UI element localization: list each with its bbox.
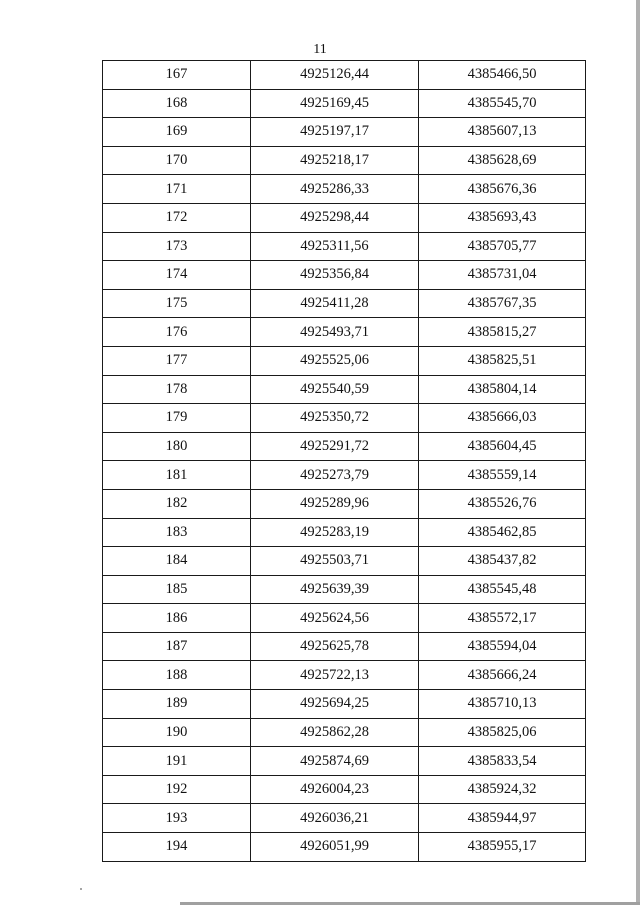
- point-number-cell: 179: [103, 404, 251, 433]
- y-coordinate-cell: 4385825,06: [419, 718, 586, 747]
- table-row: [103, 604, 586, 633]
- x-coordinate-cell: 4925356,84: [251, 261, 419, 290]
- table-row: [103, 432, 586, 461]
- point-number-cell: 176: [103, 318, 251, 347]
- point-number-cell: 178: [103, 375, 251, 404]
- table-row: [103, 61, 586, 90]
- x-coordinate-cell: 4925283,19: [251, 518, 419, 547]
- x-coordinate-cell: 4925291,72: [251, 432, 419, 461]
- point-number-cell: 172: [103, 203, 251, 232]
- x-coordinate-cell: 4925126,44: [251, 61, 419, 90]
- x-coordinate-cell: 4925639,39: [251, 575, 419, 604]
- table-row: [103, 289, 586, 318]
- y-coordinate-cell: 4385693,43: [419, 203, 586, 232]
- y-coordinate-cell: 4385833,54: [419, 747, 586, 776]
- x-coordinate-cell: 4925525,06: [251, 346, 419, 375]
- y-coordinate-cell: 4385604,45: [419, 432, 586, 461]
- point-number-cell: 171: [103, 175, 251, 204]
- table-row: [103, 804, 586, 833]
- table-row: [103, 489, 586, 518]
- y-coordinate-cell: 4385559,14: [419, 461, 586, 490]
- y-coordinate-cell: 4385437,82: [419, 547, 586, 576]
- x-coordinate-cell: 4925874,69: [251, 747, 419, 776]
- table-row: [103, 375, 586, 404]
- table-row: [103, 346, 586, 375]
- point-number-cell: 173: [103, 232, 251, 261]
- point-number-cell: 169: [103, 118, 251, 147]
- point-number-cell: 182: [103, 489, 251, 518]
- table-row: [103, 518, 586, 547]
- y-coordinate-cell: 4385526,76: [419, 489, 586, 518]
- scan-edge-right: [636, 0, 640, 905]
- y-coordinate-cell: 4385705,77: [419, 232, 586, 261]
- table-row: [103, 661, 586, 690]
- table-row: [103, 404, 586, 433]
- y-coordinate-cell: 4385466,50: [419, 61, 586, 90]
- point-number-cell: 181: [103, 461, 251, 490]
- y-coordinate-cell: 4385825,51: [419, 346, 586, 375]
- x-coordinate-cell: 4926051,99: [251, 833, 419, 862]
- table-row: [103, 547, 586, 576]
- point-number-cell: 167: [103, 61, 251, 90]
- table-row: [103, 833, 586, 862]
- point-number-cell: 191: [103, 747, 251, 776]
- y-coordinate-cell: 4385944,97: [419, 804, 586, 833]
- x-coordinate-cell: 4925273,79: [251, 461, 419, 490]
- x-coordinate-cell: 4925197,17: [251, 118, 419, 147]
- point-number-cell: 192: [103, 775, 251, 804]
- x-coordinate-cell: 4925625,78: [251, 632, 419, 661]
- table-row: [103, 118, 586, 147]
- table-row: [103, 747, 586, 776]
- x-coordinate-cell: 4925289,96: [251, 489, 419, 518]
- table-row: [103, 175, 586, 204]
- x-coordinate-cell: 4925350,72: [251, 404, 419, 433]
- point-number-cell: 177: [103, 346, 251, 375]
- point-number-cell: 188: [103, 661, 251, 690]
- y-coordinate-cell: 4385545,48: [419, 575, 586, 604]
- y-coordinate-cell: 4385804,14: [419, 375, 586, 404]
- point-number-cell: 174: [103, 261, 251, 290]
- point-number-cell: 194: [103, 833, 251, 862]
- coordinates-table-body: [103, 61, 586, 862]
- point-number-cell: 185: [103, 575, 251, 604]
- y-coordinate-cell: 4385594,04: [419, 632, 586, 661]
- y-coordinate-cell: 4385924,32: [419, 775, 586, 804]
- point-number-cell: 184: [103, 547, 251, 576]
- y-coordinate-cell: 4385676,36: [419, 175, 586, 204]
- point-number-cell: 183: [103, 518, 251, 547]
- y-coordinate-cell: 4385767,35: [419, 289, 586, 318]
- point-number-cell: 175: [103, 289, 251, 318]
- table-row: [103, 203, 586, 232]
- table-row: [103, 261, 586, 290]
- y-coordinate-cell: 4385710,13: [419, 690, 586, 719]
- x-coordinate-cell: 4925694,25: [251, 690, 419, 719]
- page-number: 11: [313, 42, 327, 57]
- x-coordinate-cell: 4925169,45: [251, 89, 419, 118]
- point-number-cell: 170: [103, 146, 251, 175]
- y-coordinate-cell: 4385545,70: [419, 89, 586, 118]
- table-row: [103, 775, 586, 804]
- y-coordinate-cell: 4385955,17: [419, 833, 586, 862]
- y-coordinate-cell: 4385815,27: [419, 318, 586, 347]
- y-coordinate-cell: 4385731,04: [419, 261, 586, 290]
- point-number-cell: 189: [103, 690, 251, 719]
- point-number-cell: 187: [103, 632, 251, 661]
- table-row: [103, 461, 586, 490]
- point-number-cell: 190: [103, 718, 251, 747]
- table-row: [103, 89, 586, 118]
- table-row: [103, 632, 586, 661]
- scan-speck: [80, 888, 82, 890]
- x-coordinate-cell: 4925411,28: [251, 289, 419, 318]
- y-coordinate-cell: 4385572,17: [419, 604, 586, 633]
- x-coordinate-cell: 4925298,44: [251, 203, 419, 232]
- y-coordinate-cell: 4385607,13: [419, 118, 586, 147]
- y-coordinate-cell: 4385462,85: [419, 518, 586, 547]
- y-coordinate-cell: 4385628,69: [419, 146, 586, 175]
- x-coordinate-cell: 4925540,59: [251, 375, 419, 404]
- point-number-cell: 193: [103, 804, 251, 833]
- x-coordinate-cell: 4925624,56: [251, 604, 419, 633]
- table-row: [103, 690, 586, 719]
- x-coordinate-cell: 4926036,21: [251, 804, 419, 833]
- x-coordinate-cell: 4926004,23: [251, 775, 419, 804]
- x-coordinate-cell: 4925493,71: [251, 318, 419, 347]
- x-coordinate-cell: 4925311,56: [251, 232, 419, 261]
- point-number-cell: 180: [103, 432, 251, 461]
- x-coordinate-cell: 4925218,17: [251, 146, 419, 175]
- point-number-cell: 186: [103, 604, 251, 633]
- coordinates-table: [102, 60, 586, 862]
- y-coordinate-cell: 4385666,24: [419, 661, 586, 690]
- y-coordinate-cell: 4385666,03: [419, 404, 586, 433]
- x-coordinate-cell: 4925862,28: [251, 718, 419, 747]
- table-row: [103, 575, 586, 604]
- table-row: [103, 718, 586, 747]
- x-coordinate-cell: 4925503,71: [251, 547, 419, 576]
- point-number-cell: 168: [103, 89, 251, 118]
- table-row: [103, 318, 586, 347]
- x-coordinate-cell: 4925722,13: [251, 661, 419, 690]
- x-coordinate-cell: 4925286,33: [251, 175, 419, 204]
- table-row: [103, 232, 586, 261]
- table-row: [103, 146, 586, 175]
